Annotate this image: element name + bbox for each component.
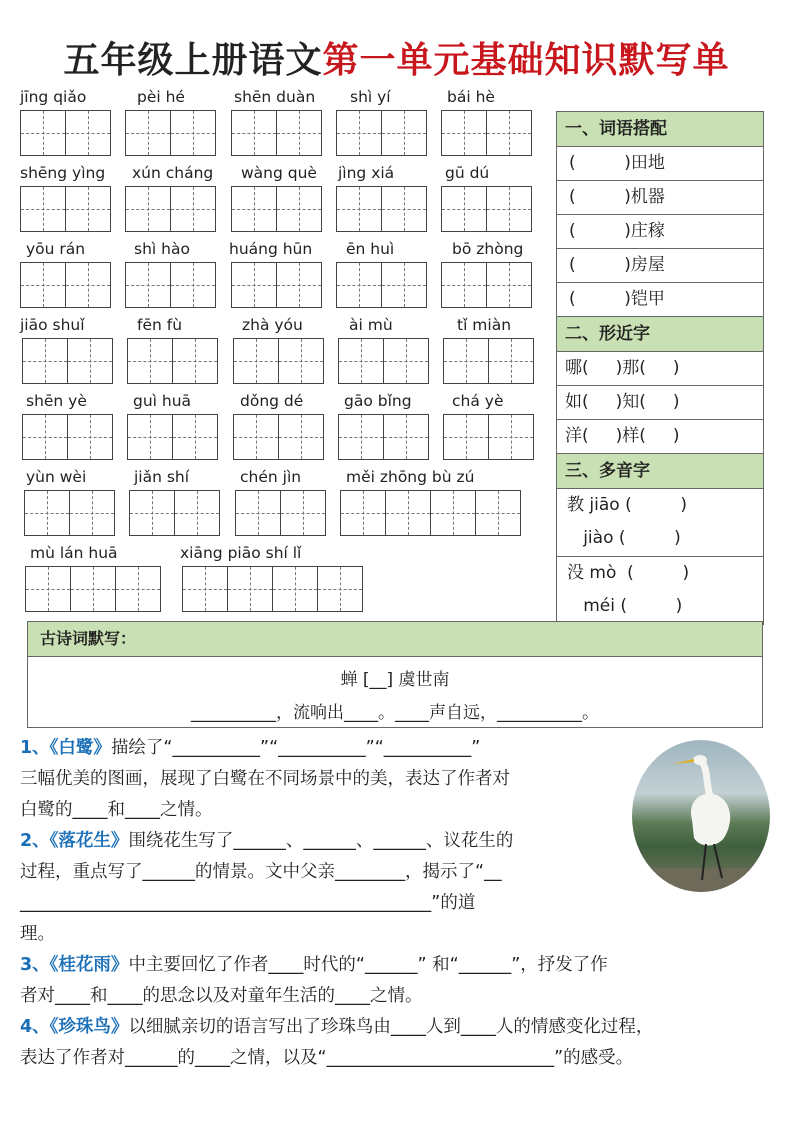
writing-grid[interactable] (129, 490, 220, 536)
pinyin-label: jiǎn shí (134, 468, 190, 486)
writing-grid[interactable] (233, 414, 324, 460)
question-1-line: 三幅优美的图画，展现了白鹭在不同场景中的美，表达了作者对 (20, 769, 510, 789)
writing-grid[interactable] (182, 566, 363, 612)
pinyin-label: wàng què (241, 164, 317, 182)
writing-grid[interactable] (125, 262, 216, 308)
writing-grid[interactable] (125, 110, 216, 156)
writing-grid[interactable] (25, 566, 161, 612)
polyphonic-row[interactable]: 没 mò ( ) (567, 563, 690, 583)
pinyin-label: guì huā (133, 392, 192, 410)
pinyin-label: bái hè (447, 88, 495, 106)
pinyin-label: tǐ miàn (457, 316, 512, 334)
question-1-line[interactable]: 1、《白鹭》描绘了“__________”“__________”“__________” (20, 738, 481, 758)
pinyin-label: shì hào (134, 240, 190, 258)
writing-grid[interactable] (338, 338, 429, 384)
polyphonic-group (557, 489, 763, 557)
writing-grid[interactable] (22, 338, 113, 384)
pinyin-label: huáng hūn (229, 240, 313, 258)
pinyin-row-5 (0, 392, 550, 470)
writing-grid[interactable] (443, 414, 534, 460)
question-2-line[interactable]: 过程，重点写了______的情景。文中父亲________，揭示了“__ (20, 862, 502, 882)
writing-grid[interactable] (441, 186, 532, 232)
writing-grid[interactable] (231, 262, 322, 308)
question-1-line[interactable]: 白鹭的____和____之情。 (20, 800, 213, 820)
writing-grid[interactable] (20, 262, 111, 308)
section-header-polyphonic: 三、多音字 (557, 454, 763, 489)
word-matching-row[interactable]: ( )庄稼 (557, 215, 763, 249)
writing-grid[interactable] (441, 262, 532, 308)
similar-char-row[interactable]: 哪( )那( ) (557, 352, 763, 386)
pinyin-label: měi zhōng bù zú (346, 468, 475, 486)
writing-grid[interactable] (127, 338, 218, 384)
pinyin-row-1 (0, 88, 550, 166)
pinyin-label: ài mù (349, 316, 393, 334)
writing-grid[interactable] (24, 490, 115, 536)
pinyin-label: chá yè (452, 392, 504, 410)
writing-grid[interactable] (235, 490, 326, 536)
pinyin-label: mù lán huā (30, 544, 118, 562)
side-panel (556, 111, 764, 625)
writing-grid[interactable] (336, 186, 427, 232)
writing-grid[interactable] (338, 414, 429, 460)
word-matching-row[interactable]: ( )田地 (557, 147, 763, 181)
writing-grid[interactable] (22, 414, 113, 460)
pinyin-label: shēng yìng (20, 164, 106, 182)
polyphonic-row[interactable]: jiào ( ) (567, 528, 681, 548)
poem-line[interactable]: __________，流响出____。____声自远，__________。 (191, 703, 599, 723)
writing-grid[interactable] (443, 338, 534, 384)
pinyin-label: shēn yè (26, 392, 87, 410)
pinyin-row-7 (0, 544, 550, 622)
pinyin-label: xiāng piāo shí lǐ (180, 544, 302, 562)
pinyin-label: zhà yóu (242, 316, 303, 334)
pinyin-row-2 (0, 164, 550, 242)
word-matching-row[interactable]: ( )铠甲 (557, 283, 763, 317)
pinyin-label: bō zhòng (452, 240, 524, 258)
pinyin-label: gū dú (445, 164, 490, 182)
pinyin-label: fēn fù (137, 316, 183, 334)
pinyin-row-4 (0, 316, 550, 394)
pinyin-label: jiāo shuǐ (20, 316, 85, 334)
writing-grid[interactable] (20, 110, 111, 156)
polyphonic-row[interactable]: méi ( ) (567, 596, 683, 616)
section-header-similar-chars: 二、形近字 (557, 317, 763, 352)
question-2-line[interactable]: _______________________________________________”的道 (20, 893, 476, 913)
pinyin-label: yōu rán (26, 240, 86, 258)
writing-grid[interactable] (336, 262, 427, 308)
poem-title[interactable]: 蝉 [__] 虞世南 (340, 670, 450, 690)
similar-char-row[interactable]: 如( )知( ) (557, 386, 763, 420)
pinyin-label: gāo bǐng (344, 392, 412, 410)
writing-grid[interactable] (231, 110, 322, 156)
pinyin-label: shēn duàn (234, 88, 316, 106)
pinyin-label: pèi hé (137, 88, 185, 106)
writing-grid[interactable] (340, 490, 521, 536)
pinyin-label: chén jìn (240, 468, 302, 486)
word-matching-row[interactable]: ( )机器 (557, 181, 763, 215)
poem-box (27, 621, 763, 728)
question-2-line: 理。 (20, 924, 55, 944)
polyphonic-group (557, 557, 763, 624)
section-header-word-matching: 一、词语搭配 (557, 112, 763, 147)
question-4-line[interactable]: 表达了作者对______的____之情，以及“__________________________”的感受。 (20, 1048, 634, 1068)
writing-grid[interactable] (233, 338, 324, 384)
writing-grid[interactable] (125, 186, 216, 232)
writing-grid[interactable] (231, 186, 322, 232)
pinyin-row-6 (0, 468, 550, 546)
question-4-line[interactable]: 4、《珍珠鸟》以细腻亲切的语言写出了珍珠鸟由____人到____人的情感变化过程， (20, 1017, 654, 1037)
writing-grid[interactable] (20, 186, 111, 232)
pinyin-label: jīng qiǎo (20, 88, 87, 106)
pinyin-label: jìng xiá (338, 164, 395, 182)
polyphonic-row[interactable]: 教 jiāo ( ) (567, 495, 687, 515)
question-3-line[interactable]: 3、《桂花雨》中主要回忆了作者____时代的“______” 和“______”，抒发了作 (20, 955, 608, 975)
pinyin-label: shì yí (350, 88, 391, 106)
similar-char-row[interactable]: 洋( )样( ) (557, 420, 763, 454)
writing-grid[interactable] (127, 414, 218, 460)
pinyin-label: yùn wèi (26, 468, 87, 486)
egret-image (632, 740, 770, 892)
pinyin-row-3 (0, 240, 550, 318)
poem-header: 古诗词默写： (28, 622, 762, 657)
pinyin-label: ēn huì (346, 240, 395, 258)
question-2-line[interactable]: 2、《落花生》围绕花生写了______、______、______、议花生的 (20, 831, 514, 851)
pinyin-label: xún cháng (132, 164, 214, 182)
pinyin-label: dǒng dé (240, 392, 304, 410)
page-title: 五年级上册语文第一单元基础知识默写单 (63, 40, 730, 81)
writing-grid[interactable] (336, 110, 427, 156)
question-3-line[interactable]: 者对____和____的思念以及对童年生活的____之情。 (20, 986, 423, 1006)
word-matching-row[interactable]: ( )房屋 (557, 249, 763, 283)
writing-grid[interactable] (441, 110, 532, 156)
